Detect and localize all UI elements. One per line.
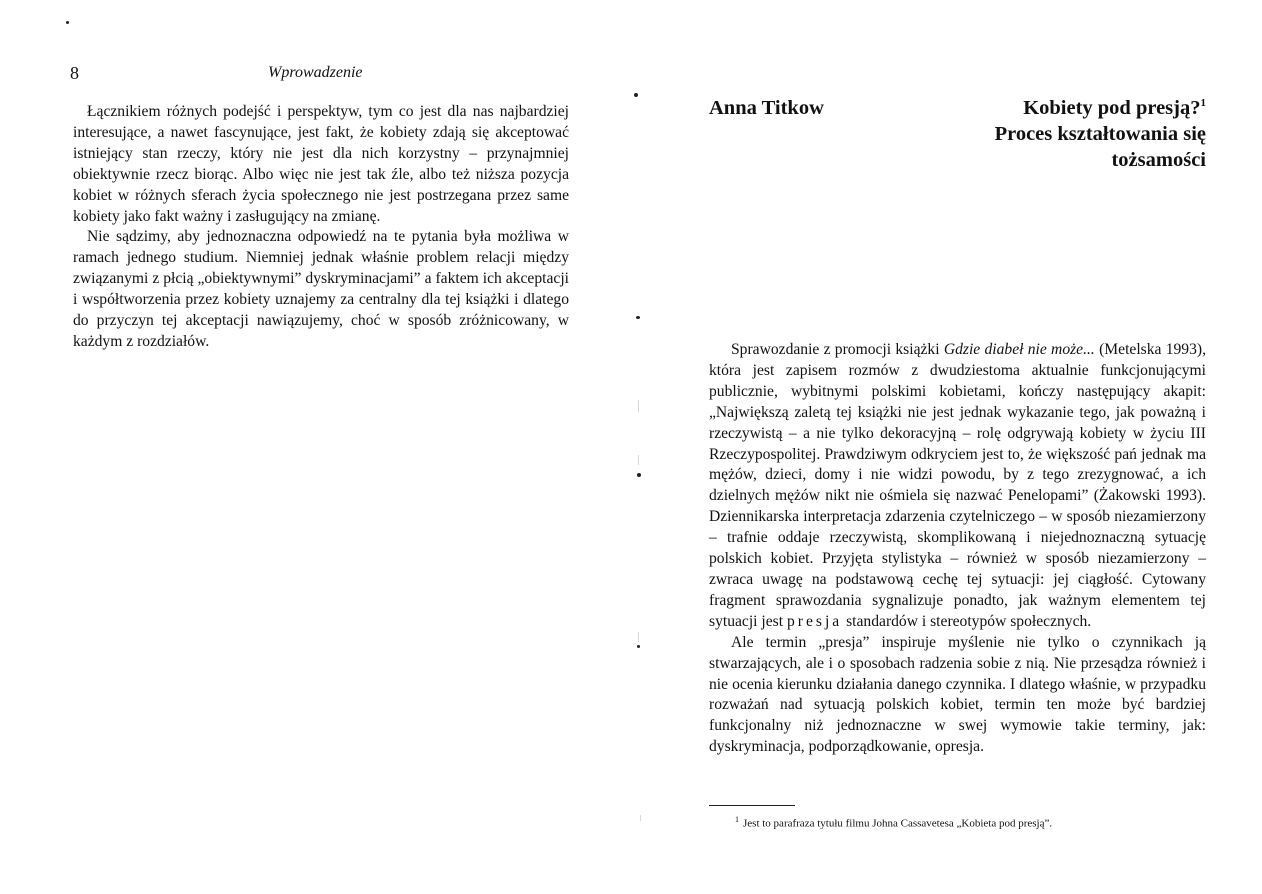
article-title [906, 95, 1206, 173]
right-body-text [709, 340, 1206, 758]
footnote-ref: 1 [1200, 97, 1206, 110]
right-paragraph: Sprawozdanie z promocji książki Gdzie diabeł nie może... (Metelska 1993), która jest zapisem rozmów z dwudziestoma aktualnie funkcjonującymi publicznie, wybitnymi polskimi kobietami, kończy następujący akapit: „Największą zaletą tej książki nie jest jednak wykazanie tego, jak poważną i rzeczywistą – a nie tylko dekoracyjną – rolę odgrywają kobiety w życiu III Rzeczypospolitej. Prawdziwym odkryciem jest to, że większość pań jednak ma mężów, dzieci, domy i nie widzi powodu, by z tego zrezygnować, a ich dzielnych mężów nikt nie ośmiela się nazwać Penelopami” (Żakowski 1993). Dziennikarska interpretacja zdarzenia czytelniczego – w sposób niezamierzony – trafnie oddaje rzeczywistą, skomplikowaną i niejednoznaczną sytuację polskich kobiet. Przyjęta stylistyka – również w sposób niezamierzony – zwraca uwagę na podstawową cechę tej sytuacji: jej ciągłość. Cytowany fragment sprawozdania sygnalizuje ponadto, jak ważnym elementem tej sytuacji jest presja standardów i stereotypów społecznych. [709, 341, 1206, 630]
footnote-marker: 1 [735, 815, 739, 824]
left-page [0, 0, 630, 894]
right-page [630, 0, 1262, 894]
author-name: Anna Titkow [709, 97, 824, 119]
title-line: Kobiety pod presją?$^1$ [1023, 97, 1206, 119]
book-title: Gdzie diabeł nie może... [943, 341, 1095, 358]
right-paragraph: Ale termin „presja” inspiruje myślenie nie tylko o czynnikach ją stwarzających, ale i o sposobach radzenia sobie z nią. Nie przesądza również i nie ocenia kierunku działania danego czynnika. I dlatego właśnie, w przypadku rozważań nad sytuacją polskich kobiet, termin ten może być bardziej funkcjonalny niż jednoznaczne w swej wymowie takie terminy, jak: dyskryminacja, podporządkowanie, opresja. [709, 633, 1206, 756]
running-head: Wprowadzenie [268, 64, 363, 81]
left-paragraph: Łącznikiem różnych podejść i perspektyw, tym co jest dla nas najbardziej interesujące, a nawet fascynujące, jest fakt, że kobiety zdają się akceptować istniejący stan rzeczy, który nie jest dla nich korzystny – przynajmniej obiektywnie rzecz biorąc. Albo więc nie jest tak źle, albo też niższa pozycja kobiet w różnych sferach życia społecznego nie jest postrzegana przez same kobiety jako fakt ważny i zasługujący na zmianę. [73, 103, 569, 225]
footnote-text: Jest to parafraza tytułu filmu Johna Cassavetesa „Kobieta pod presją”. [743, 817, 1053, 830]
title-line: Proces kształtowania się [994, 123, 1206, 145]
footnote [735, 815, 1052, 830]
left-paragraph: Nie sądzimy, aby jednoznaczna odpowiedź na te pytania była możliwa w ramach jednego studium. Niemniej jednak właśnie problem relacji między związanymi z płcią „obiektywnymi” dyskryminacjami” a faktem ich akceptacji i współtworzenia przez kobiety uznajemy za centralny dla tej książki i dlatego do przyczyn tej akceptacji nawiązujemy, choć w sposób zróżnicowany, w każdym z rozdziałów. [73, 228, 569, 350]
scan-speck [66, 21, 69, 24]
left-body-text [73, 102, 569, 353]
emphasized-word: presja [786, 612, 843, 630]
title-line: tożsamości [1111, 149, 1206, 171]
page-number: 8 [70, 63, 79, 83]
footnote-rule [709, 805, 795, 806]
